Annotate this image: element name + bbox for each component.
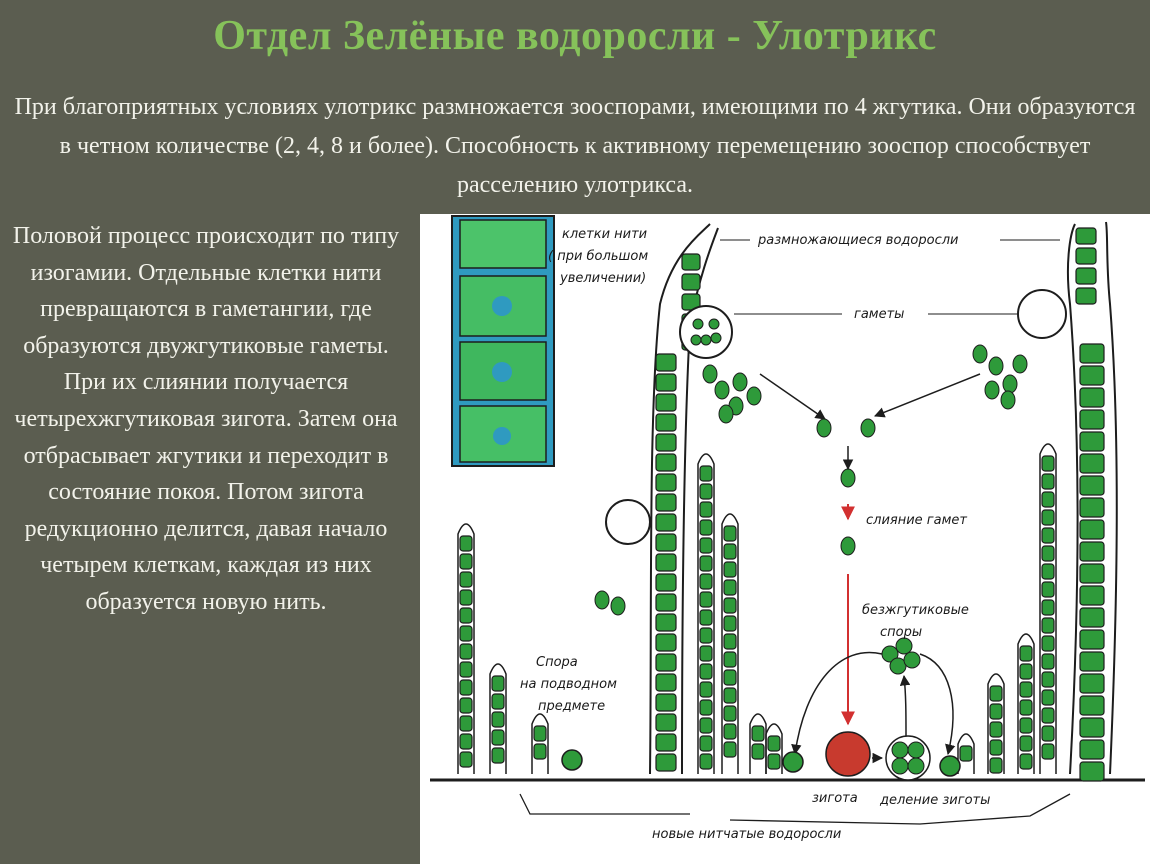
filament-cell xyxy=(700,682,712,697)
filament-cell xyxy=(700,700,712,715)
side-paragraph: Половой процесс происходит по типу изогамии. Отдельные клетки нити превращаются в гаметангии, где образуются двужгутиковые гаметы. При их слиянии получается четырехжгутиковая зигота. Затем она отбрасывает жгутики и переходит в состояние покоя. Потом зигота редукционно делится, давая начало четырем клеткам, каждая из них образуется новую нить. xyxy=(12,223,400,615)
filament-cell xyxy=(1042,546,1054,561)
label-new-algae: новые нитчатые водоросли xyxy=(652,827,842,842)
filament-cell xyxy=(1076,228,1096,244)
arrow-spores-right xyxy=(920,654,953,754)
label-zygote-division: деление зиготы xyxy=(880,793,991,808)
flagellaless-spores xyxy=(882,638,920,674)
filament-cell xyxy=(724,724,736,739)
filament-cell xyxy=(1042,510,1054,525)
filament-cell xyxy=(1042,744,1054,759)
filament-cell xyxy=(460,572,472,587)
filament-cell xyxy=(1042,726,1054,741)
filament-cell xyxy=(460,716,472,731)
filament-cell xyxy=(724,562,736,577)
filament-cell xyxy=(724,688,736,703)
zygote xyxy=(826,732,870,776)
filament-cell xyxy=(724,598,736,613)
label-cells-2: ( при большом xyxy=(548,249,649,264)
filament-cell xyxy=(656,454,676,471)
filament-cell xyxy=(1020,754,1032,769)
filament-cell xyxy=(752,726,764,741)
gamete xyxy=(989,357,1003,375)
filament-cell xyxy=(460,644,472,659)
filament-cell xyxy=(656,534,676,551)
filament-cell xyxy=(990,758,1002,773)
filament-cell xyxy=(460,626,472,641)
label-spores-1: безжгутиковые xyxy=(862,603,969,618)
gamete-in-gametangium xyxy=(711,333,721,343)
filament-cell xyxy=(1080,740,1104,759)
gamete xyxy=(719,405,733,423)
right-gametangium xyxy=(1018,290,1066,338)
filament-cell xyxy=(1080,410,1104,429)
filament-cell xyxy=(1080,608,1104,627)
filament-cell xyxy=(656,494,676,511)
filament-cell xyxy=(1042,654,1054,669)
filament-cell xyxy=(700,484,712,499)
filament-cell xyxy=(682,254,700,270)
filament-cell xyxy=(724,544,736,559)
filament-cell xyxy=(492,676,504,691)
filament-cell xyxy=(1080,366,1104,385)
filament-cell xyxy=(1080,344,1104,363)
filament-cell xyxy=(1020,664,1032,679)
filament-cell xyxy=(534,744,546,759)
filament-cell xyxy=(700,718,712,733)
gamete xyxy=(1013,355,1027,373)
filament-cell xyxy=(1042,600,1054,615)
filament-cell xyxy=(1080,432,1104,451)
filament-cell xyxy=(1020,646,1032,661)
gamete xyxy=(1003,375,1017,393)
filament-cell xyxy=(990,740,1002,755)
filament-cell xyxy=(656,554,676,571)
filament-cell xyxy=(700,538,712,553)
filament-cell xyxy=(460,608,472,623)
filament-cell xyxy=(990,722,1002,737)
gamete xyxy=(1001,391,1015,409)
filament-cell xyxy=(656,594,676,611)
filament-cell xyxy=(1042,474,1054,489)
filament-cell xyxy=(460,554,472,569)
filament-cell xyxy=(656,374,676,391)
filament-cell xyxy=(656,514,676,531)
filament-cell xyxy=(724,526,736,541)
label-cells-3: увеличении) xyxy=(560,271,647,286)
filament-cell xyxy=(460,752,472,767)
filament-cell xyxy=(1080,696,1104,715)
magnified-filament xyxy=(452,216,554,466)
filament-cell xyxy=(724,580,736,595)
filament-cell xyxy=(1020,682,1032,697)
filament-cell xyxy=(1042,564,1054,579)
filament-cell xyxy=(682,274,700,290)
filament-cell xyxy=(1080,674,1104,693)
filament-cell xyxy=(1042,618,1054,633)
gamete-in-gametangium xyxy=(701,335,711,345)
filament-cell xyxy=(752,744,764,759)
filament-cell xyxy=(1080,454,1104,473)
filament-cell xyxy=(700,610,712,625)
filament-cell xyxy=(492,730,504,745)
filament-cell xyxy=(1042,456,1054,471)
filament-cell xyxy=(460,734,472,749)
filament-cell xyxy=(1080,388,1104,407)
spore-ground-right xyxy=(940,756,960,776)
label-spore-3: предмете xyxy=(538,699,606,714)
filament-cell xyxy=(1020,736,1032,751)
filament-cell xyxy=(1080,586,1104,605)
filament-cell xyxy=(1020,700,1032,715)
filament-cell xyxy=(656,434,676,451)
filament-cell xyxy=(534,726,546,741)
filament-cell xyxy=(1080,652,1104,671)
filament-cell xyxy=(700,466,712,481)
filament-cell xyxy=(460,680,472,695)
filament-cell xyxy=(724,706,736,721)
slide-title: Отдел Зелёные водоросли - Улотрикс xyxy=(213,13,937,59)
filament-cell xyxy=(1080,542,1104,561)
filament-cell xyxy=(724,616,736,631)
filament-cell xyxy=(1042,528,1054,543)
arrow-division-to-spores xyxy=(904,676,906,736)
filament-cell xyxy=(768,736,780,751)
label-spore-1: Спора xyxy=(536,655,578,670)
filament-cell xyxy=(700,736,712,751)
gamete xyxy=(841,469,855,487)
filament-cell xyxy=(724,652,736,667)
gamete xyxy=(611,597,625,615)
filament-cell xyxy=(700,628,712,643)
side-gametangium xyxy=(606,500,650,544)
ulothrix-life-cycle-diagram xyxy=(420,214,1150,864)
gamete xyxy=(715,381,729,399)
filament-cell xyxy=(724,634,736,649)
filament-cell xyxy=(460,590,472,605)
filament-cell xyxy=(1042,492,1054,507)
zygote-division xyxy=(886,736,930,780)
label-reproducing: размножающиеся водоросли xyxy=(758,233,959,248)
filament-cell xyxy=(1020,718,1032,733)
filament-cell xyxy=(700,754,712,769)
filament-cell xyxy=(700,646,712,661)
arrow-right-gametes xyxy=(875,374,980,416)
spore-ground-mid xyxy=(783,752,803,772)
filament-cell xyxy=(700,592,712,607)
filament-cell xyxy=(656,394,676,411)
filament-cell xyxy=(1080,630,1104,649)
spore-ground-left xyxy=(562,750,582,770)
gamete xyxy=(747,387,761,405)
filament-cell xyxy=(1080,520,1104,539)
filament-cell xyxy=(656,354,676,371)
gamete xyxy=(703,365,717,383)
filament-cell xyxy=(460,536,472,551)
filament-cell xyxy=(1076,248,1096,264)
gamete xyxy=(973,345,987,363)
label-spore-2: на подводном xyxy=(520,677,617,692)
gamete xyxy=(817,419,831,437)
filament-cell xyxy=(656,714,676,731)
intro-paragraph: При благоприятных условиях улотрикс размножается зооспорами, имеющими по 4 жгутика. Они образуются в четном количестве (2, 4, 8 и более). Способность к активному перемещению зооспор способствует расселению улотрикса. xyxy=(14,94,1136,198)
filament-cell xyxy=(492,712,504,727)
filament-cell xyxy=(1080,498,1104,517)
filament-cell xyxy=(700,556,712,571)
label-fusion: слияние гамет xyxy=(866,513,967,528)
left-gametangium xyxy=(680,306,732,358)
filament-cell xyxy=(960,746,972,761)
filament-cell xyxy=(460,698,472,713)
label-gametes: гаметы xyxy=(854,307,905,322)
gamete-in-gametangium xyxy=(693,319,703,329)
gamete-in-gametangium xyxy=(691,335,701,345)
gamete-in-gametangium xyxy=(709,319,719,329)
right-filament-cells xyxy=(1076,228,1104,781)
filament-cell xyxy=(656,754,676,771)
gamete xyxy=(861,419,875,437)
filament-cell xyxy=(492,748,504,763)
filament-cell xyxy=(700,574,712,589)
filament-cell xyxy=(1080,564,1104,583)
filament-cell xyxy=(1076,288,1096,304)
filament-cell xyxy=(1042,690,1054,705)
filament-cell xyxy=(990,704,1002,719)
filament-cell xyxy=(1080,718,1104,737)
filament-cell xyxy=(768,754,780,769)
filament-cell xyxy=(656,674,676,691)
arrow-left-gametes xyxy=(760,374,825,419)
filament-cell xyxy=(656,694,676,711)
filament-cell xyxy=(460,662,472,677)
gamete xyxy=(733,373,747,391)
filament-cell xyxy=(1042,672,1054,687)
filament-cell xyxy=(656,734,676,751)
filament-cell xyxy=(656,614,676,631)
filament-cell xyxy=(656,474,676,491)
label-spores-2: споры xyxy=(880,625,923,640)
label-zygote: зигота xyxy=(812,791,858,806)
gamete xyxy=(595,591,609,609)
filament-cell xyxy=(1080,476,1104,495)
filament-cell xyxy=(656,634,676,651)
filament-cell xyxy=(656,574,676,591)
filament-cell xyxy=(1042,582,1054,597)
filament-cell xyxy=(1042,636,1054,651)
filament-cell xyxy=(724,742,736,757)
filament-cell xyxy=(700,502,712,517)
gamete xyxy=(841,537,855,555)
filament-cell xyxy=(1076,268,1096,284)
filament-cell xyxy=(724,670,736,685)
label-cells: клетки нити xyxy=(562,227,648,242)
filament-cell xyxy=(700,664,712,679)
filament-cell xyxy=(1042,708,1054,723)
filament-cell xyxy=(990,686,1002,701)
filament-cell xyxy=(1080,762,1104,781)
filament-cell xyxy=(492,694,504,709)
filament-cell xyxy=(656,414,676,431)
filament-cell xyxy=(656,654,676,671)
gamete xyxy=(985,381,999,399)
filament-cell xyxy=(700,520,712,535)
